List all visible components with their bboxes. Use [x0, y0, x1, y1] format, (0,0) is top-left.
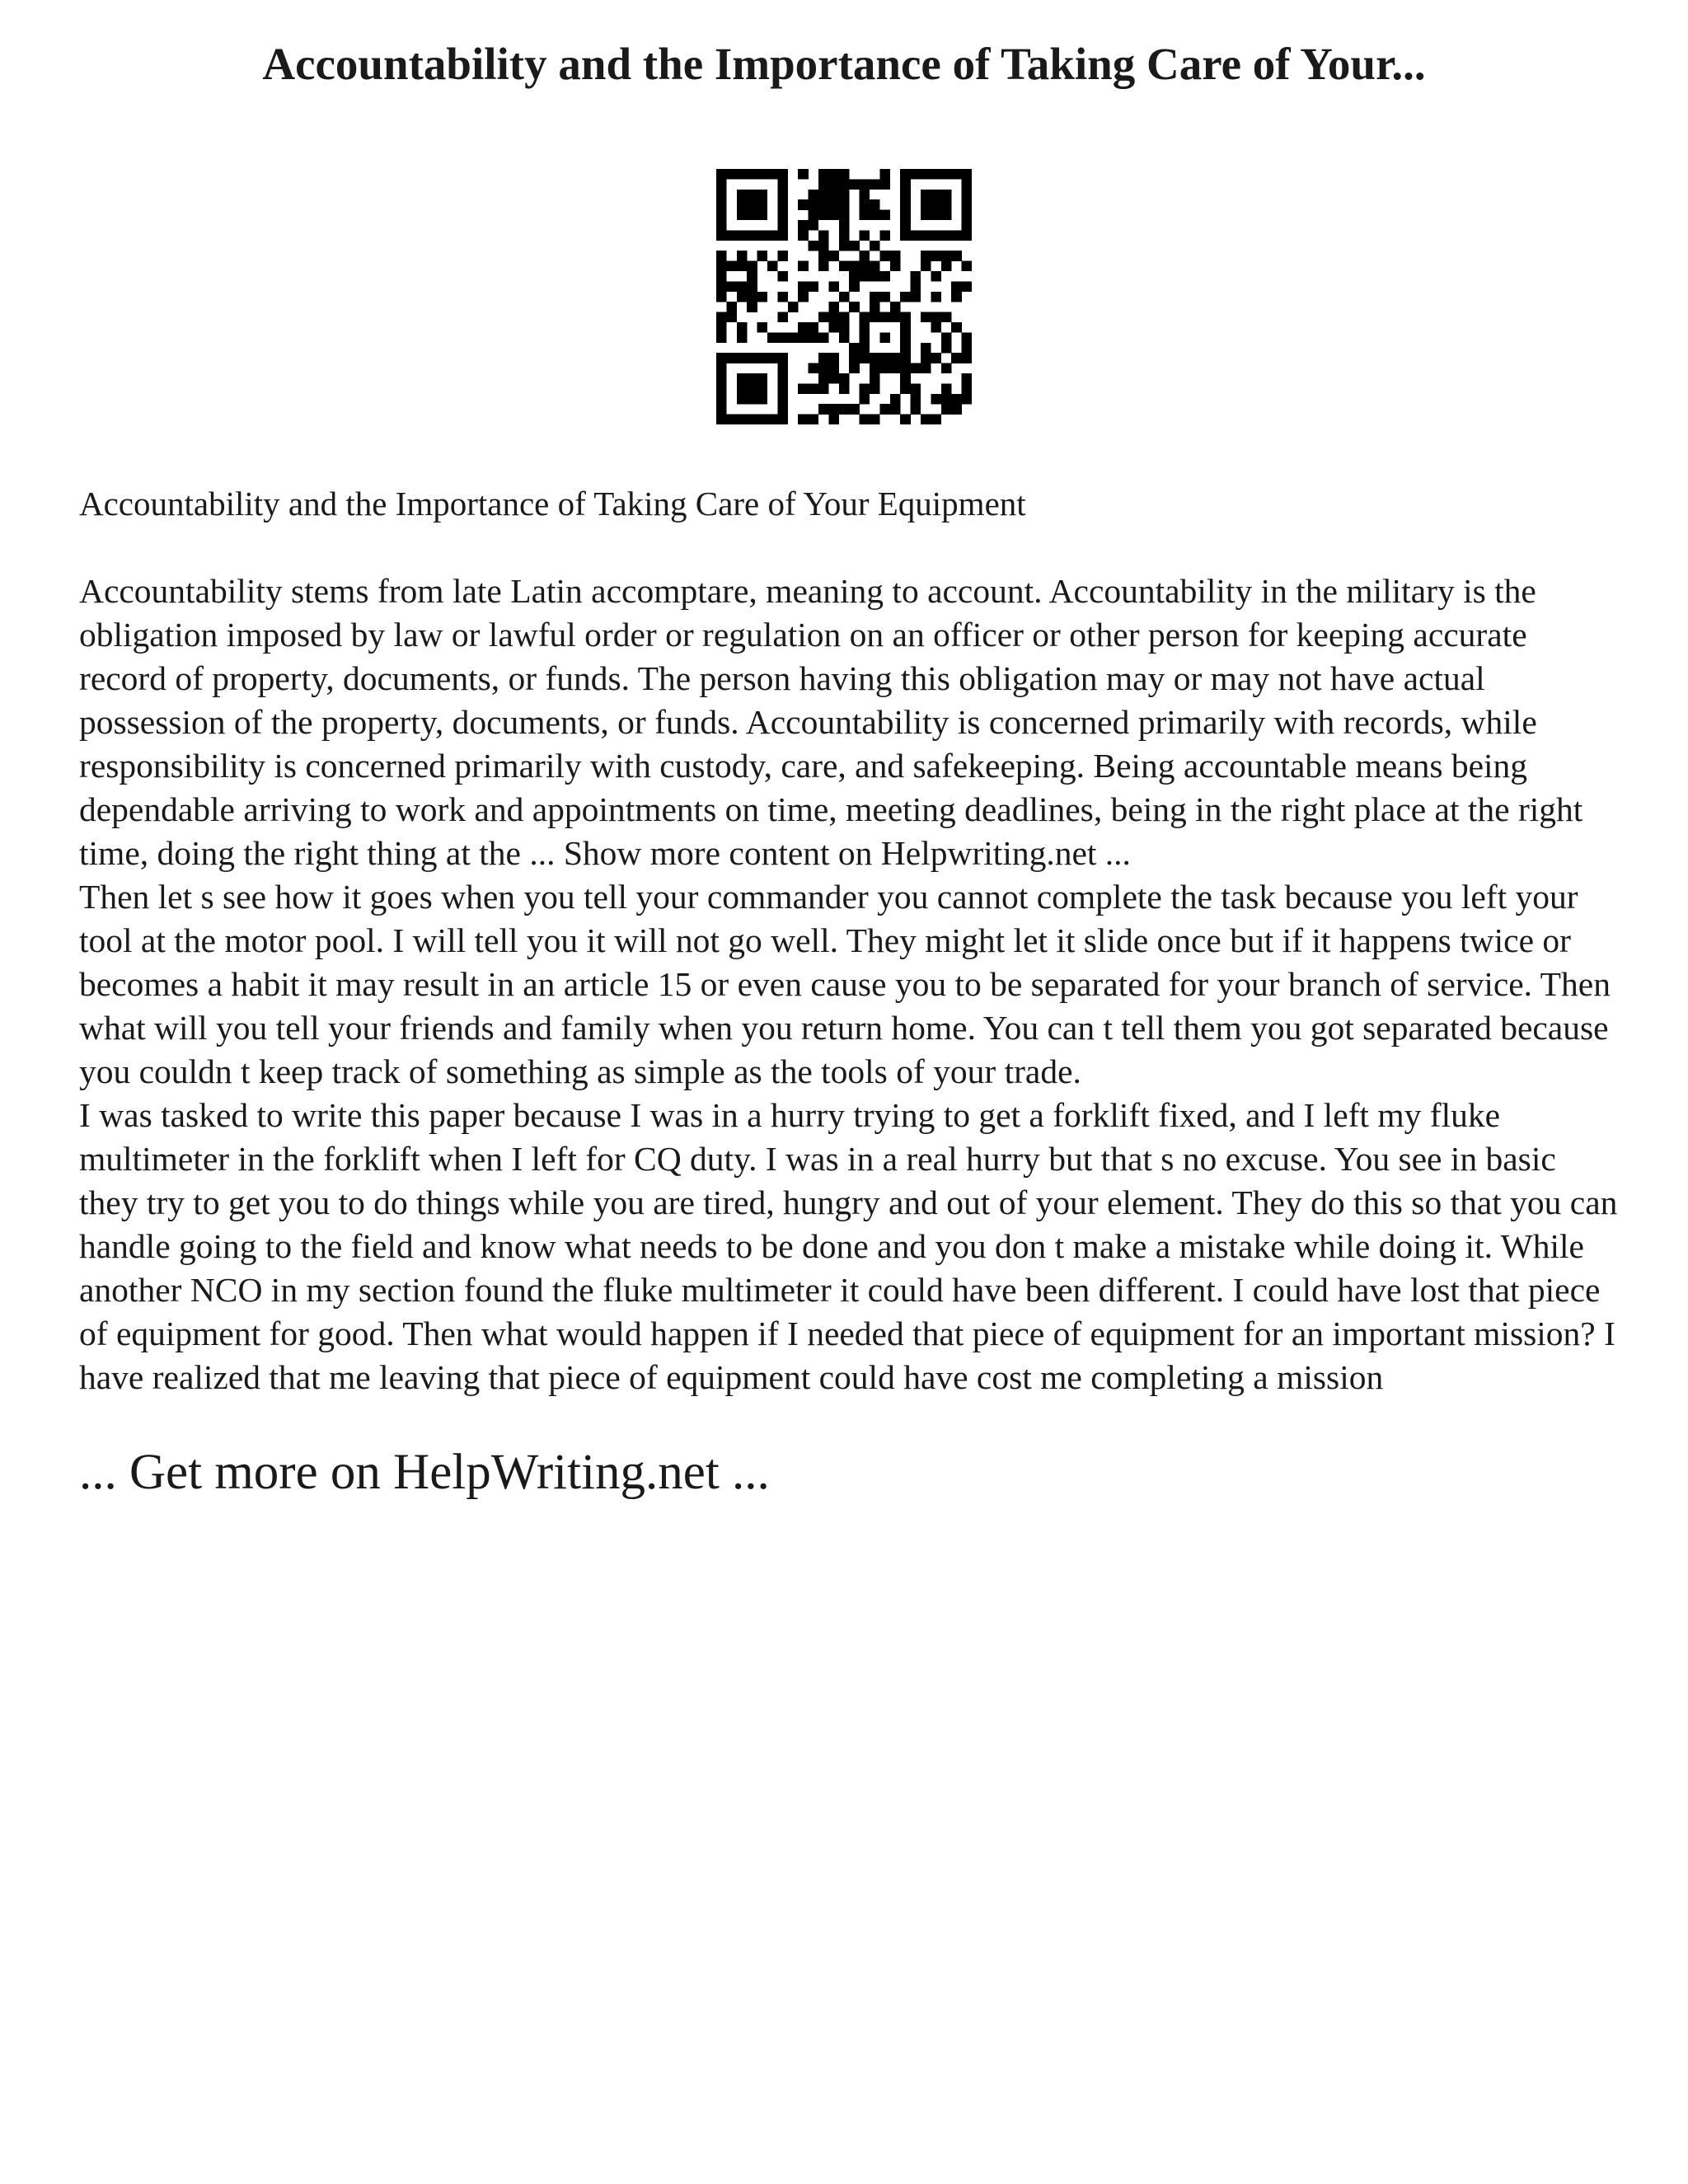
body-paragraph: Then let s see how it goes when you tell your commander you cannot complete the task because you left your tool at the motor pool. I will tell you it will not go well. They might let it slide once but if it happens twice or becomes a habit it may result in an article 15 or even cause you to be separated for your branch of service. Then what will you tell your friends and family when you return home. You can t tell them you got separated because you couldn t keep track of something as simple as the tools of your trade.	[79, 878, 1611, 1090]
body-paragraph: I was tasked to write this paper because I was in a hurry trying to get a forklift fixed, and I left my fluke multimeter in the forklift when I left for CQ duty. I was in a real hurry but that s no excuse. You see in basic they try to get you to do things while you are tired, hungry and out of your element. They do this so that you can handle going to the field and know what needs to be done and you don t make a mistake while doing it. While another NCO in my section found the fluke multimeter it could have been different. I could have lost that piece of equipment for good. Then what would happen if I needed that piece of equipment for an important mission? I have realized that me leaving that piece of equipment could have cost me completing a mission	[79, 1096, 1618, 1396]
document-title: Accountability and the Importance of Taking Care of Your...	[262, 39, 1426, 89]
document-body	[79, 482, 1620, 1502]
get-more-link[interactable]: ... Get more on HelpWriting.net ...	[79, 1445, 770, 1500]
document-subtitle: Accountability and the Importance of Taking Care of Your Equipment	[79, 485, 1026, 523]
body-paragraph: Accountability stems from late Latin accomptare, meaning to account. Accountability in the military is the obligation imposed by law or lawful order or regulation on an officer or other person for keeping accurate record of property, documents, or funds. The person having this obligation may or may not have actual possession of the property, documents, or funds. Accountability is concerned primarily with records, while responsibility is concerned primarily with custody, care, and safekeeping. Being accountable means being dependable arriving to work and appointments on time, meeting deadlines, being in the right place at the right time, doing the right thing at the ... Show more content on Helpwriting.net ...	[79, 572, 1583, 872]
qr-code-icon	[716, 169, 972, 424]
